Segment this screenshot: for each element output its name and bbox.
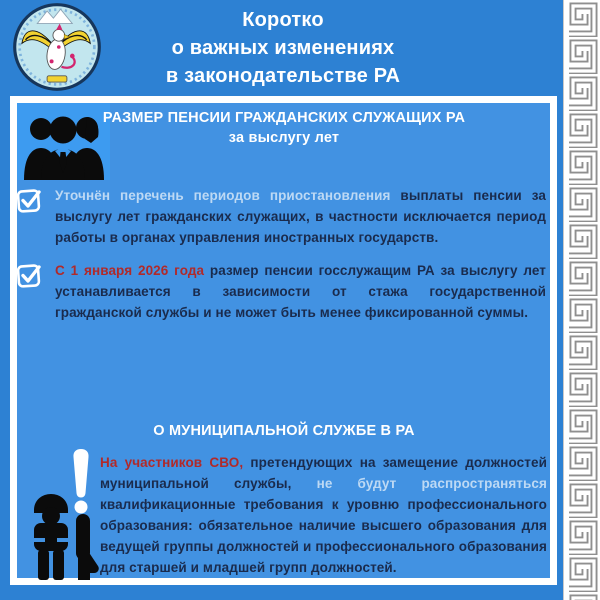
checkbox-icon [16, 187, 43, 214]
bullet-2-text: С 1 января 2026 года размер пенсии госслужащим РА за выслугу лет устанавливается в зависимости от стажа государственной гражданской службы и не может быть менее фиксированной суммы. [55, 263, 547, 320]
meander-border-pattern [563, 0, 600, 600]
checkbox-icon [16, 262, 43, 289]
page-title-line-3: в законодательстве РА [165, 65, 401, 87]
section1-title-line-2: за выслугу лет [228, 130, 340, 146]
soldier-icon [20, 492, 104, 580]
bullet-1-text: Уточнён перечень периодов приостановления выплаты пенсии за выслугу лет гражданских служащих, в частности исключается период работы в органах управления иностранных государств. [55, 188, 546, 245]
section2-paragraph: На участников СВО, претендующих на замещение должностей муниципальной службы, не будут распространяться квалификационные требования к уровню профессионального образования: обязательное наличие высшего образования для ведущей группы должностей и профессионального образования для старшей и младшей групп должностей. [100, 455, 547, 575]
section1-title-line-1: РАЗМЕР ПЕНСИИ ГРАЖДАНСКИХ СЛУЖАЩИХ РА [102, 110, 466, 126]
page-title-line-1: Коротко [242, 9, 324, 31]
page-title [20, 6, 546, 90]
section2-title: О МУНИЦИПАЛЬНОЙ СЛУЖБЕ В РА [153, 423, 415, 439]
section1-title [24, 108, 544, 148]
page-title-line-2: о важных изменениях [171, 37, 395, 59]
